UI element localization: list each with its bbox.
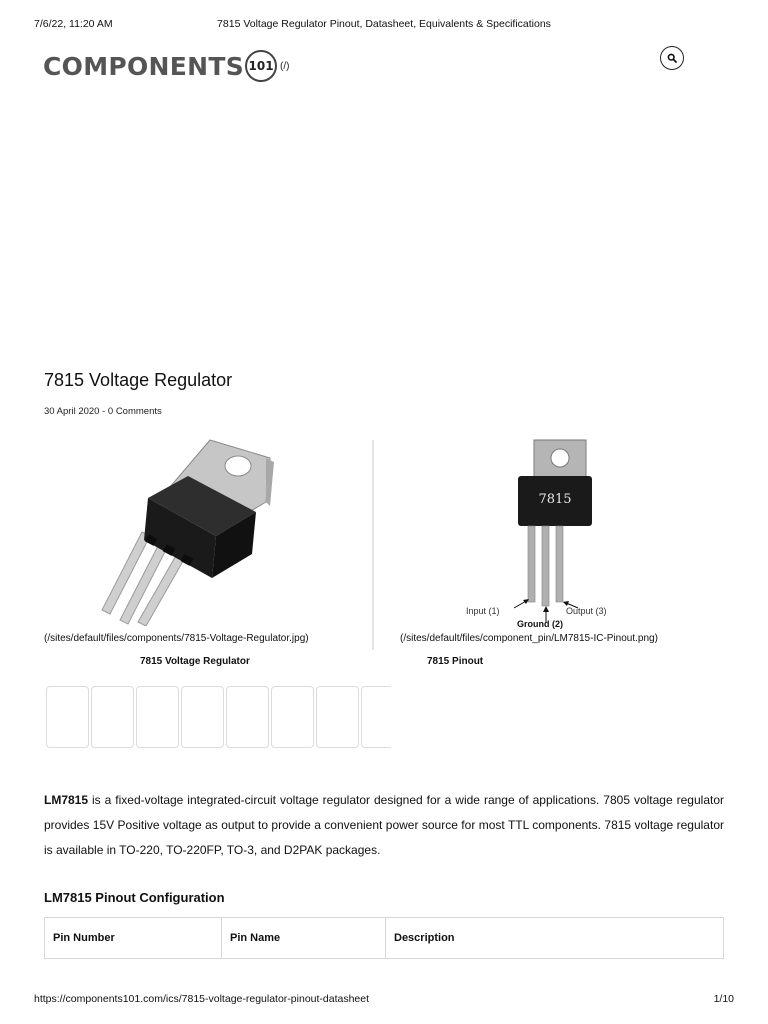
- search-icon: [667, 53, 677, 63]
- logo-link-text: (/): [280, 60, 290, 72]
- pinout-section-heading: LM7815 Pinout Configuration: [44, 890, 225, 905]
- regulator-image[interactable]: [90, 436, 290, 626]
- col-pin-name: Pin Name: [222, 918, 386, 959]
- intro-text: is a fixed-voltage integrated-circuit voltage regulator designed for a wide range of applications. 7805 voltage regulator provides 15V Positive voltage as output to provide a convenient power source for most TTL components. 7815 voltage regulator is available in TO-220, TO-220FP, TO-3, and D2PAK packages.: [44, 793, 724, 857]
- regulator-image-link[interactable]: (/sites/default/files/components/7815-Voltage-Regulator.jpg): [44, 633, 309, 644]
- logo-badge: 101: [245, 50, 277, 82]
- print-page-number: 1/10: [713, 993, 734, 1005]
- article-meta: 30 April 2020 - 0 Comments: [44, 406, 162, 417]
- image-divider: [372, 440, 374, 650]
- thumbnail-item[interactable]: [226, 686, 269, 748]
- print-datetime: 7/6/22, 11:20 AM: [34, 18, 113, 30]
- thumbnail-strip: [46, 686, 391, 750]
- site-logo[interactable]: [43, 50, 290, 82]
- regulator-image-caption: 7815 Voltage Regulator: [140, 656, 250, 667]
- lm7815-pinout-diagram: [462, 436, 622, 632]
- thumbnail-item[interactable]: [271, 686, 314, 748]
- pinout-table: [44, 917, 724, 959]
- thumbnail-item[interactable]: [316, 686, 359, 748]
- thumbnail-item[interactable]: [46, 686, 89, 748]
- thumbnail-item[interactable]: [361, 686, 391, 748]
- pinout-image-link[interactable]: (/sites/default/files/component_pin/LM7815-IC-Pinout.png): [400, 633, 658, 644]
- table-header-row: [45, 918, 724, 959]
- print-url: https://components101.com/ics/7815-voltage-regulator-pinout-datasheet: [34, 993, 370, 1005]
- print-page-title: 7815 Voltage Regulator Pinout, Datasheet, Equivalents & Specifications: [217, 18, 551, 30]
- logo-word: COMPONENTS: [43, 51, 245, 81]
- intro-paragraph: [44, 788, 724, 863]
- intro-lead: LM7815: [44, 793, 89, 807]
- to220-package-illustration: [90, 436, 290, 626]
- thumbnail-item[interactable]: [91, 686, 134, 748]
- thumbnail-item[interactable]: [136, 686, 179, 748]
- thumbnail-item[interactable]: [181, 686, 224, 748]
- col-description: Description: [386, 918, 724, 959]
- search-button[interactable]: [660, 46, 684, 70]
- page-title: 7815 Voltage Regulator: [44, 370, 233, 390]
- print-header: [34, 18, 734, 32]
- pin-label-ground: Ground (2): [517, 619, 563, 629]
- pin-label-input: Input (1): [466, 606, 500, 616]
- pinout-image[interactable]: [462, 436, 622, 632]
- col-pin-number: Pin Number: [45, 918, 222, 959]
- pin-label-output: Output (3): [566, 606, 607, 616]
- pinout-image-caption: 7815 Pinout: [427, 656, 484, 667]
- chip-marking: 7815: [538, 492, 572, 507]
